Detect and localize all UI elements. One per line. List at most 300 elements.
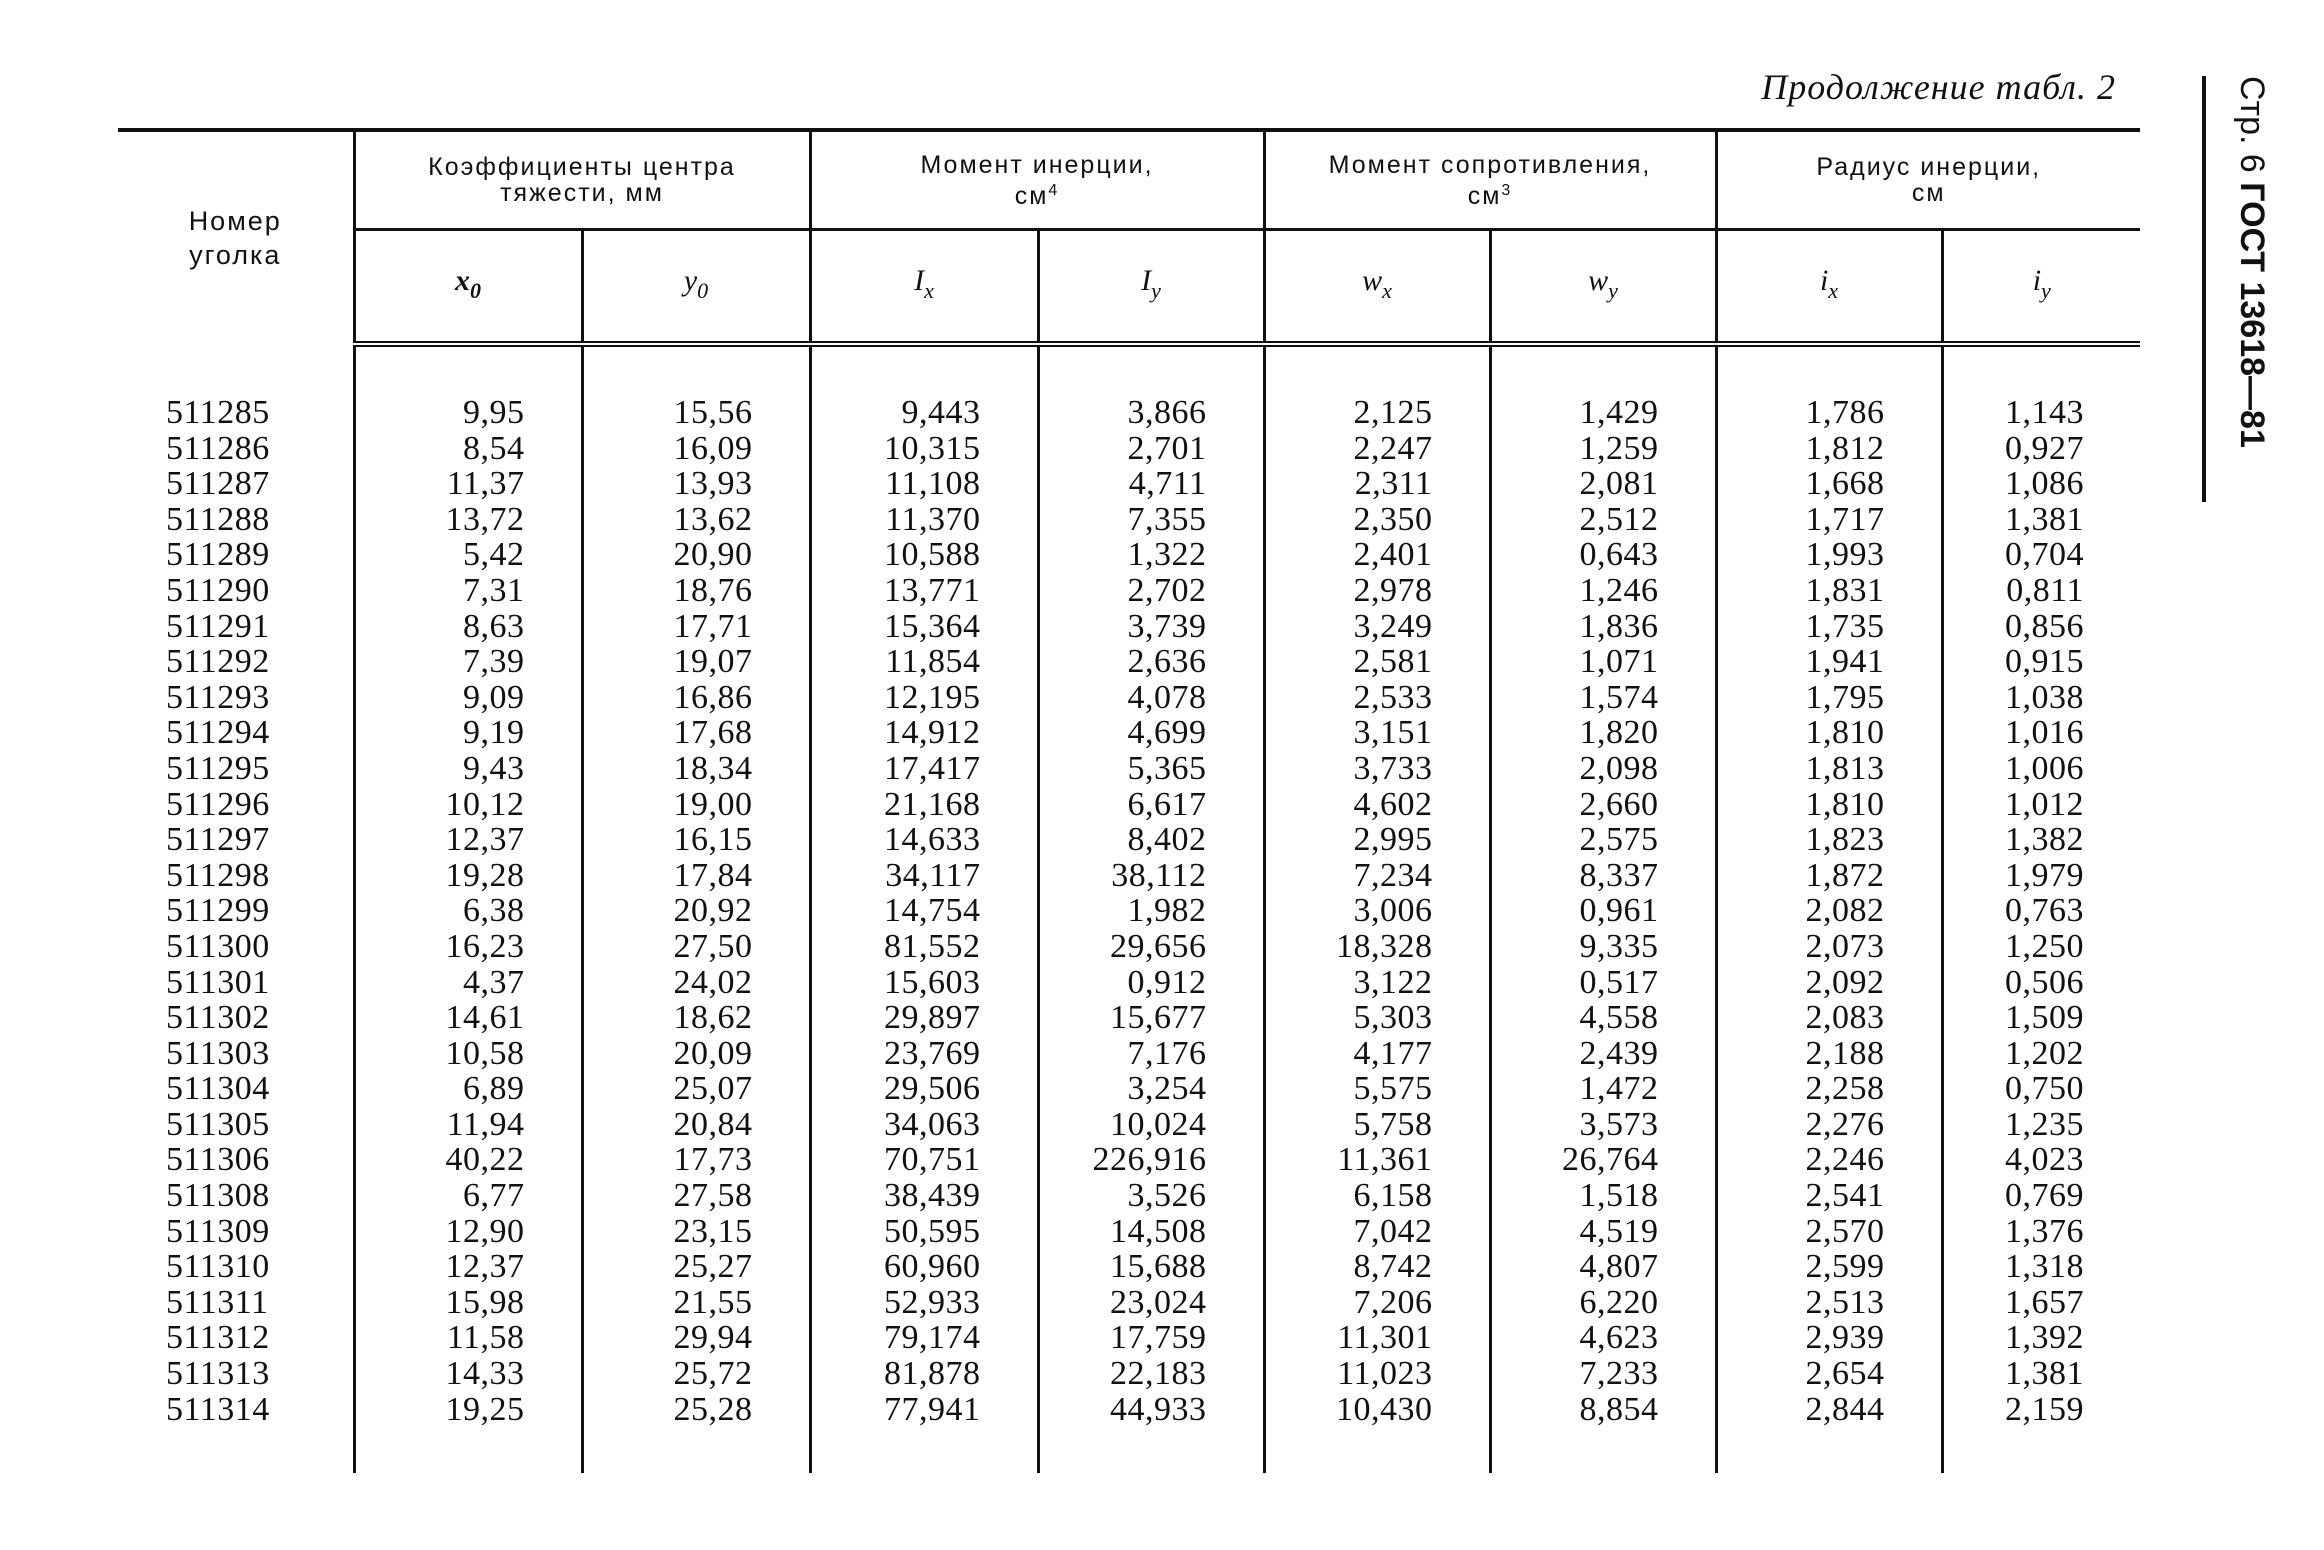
cell-wy: 1,518: [1490, 1178, 1716, 1214]
cell-ix-radius: 2,513: [1716, 1285, 1942, 1321]
cell-angle-number: 511304: [166, 1070, 270, 1108]
table-row: [118, 1249, 2140, 1285]
table-tail-row: [118, 1427, 2140, 1473]
cell-iy-radius: 1,509: [1942, 1000, 2140, 1036]
cell-ix-radius: 2,599: [1716, 1249, 1942, 1285]
cell-wy: 1,071: [1490, 644, 1716, 680]
table-row: [118, 893, 2140, 929]
cell-iy-inertia: 2,702: [1038, 573, 1264, 609]
cell-y0: 16,86: [582, 680, 810, 716]
cell-angle-number: 511305: [166, 1105, 270, 1143]
cell-y0: 18,76: [582, 573, 810, 609]
cell-angle-number: 511301: [166, 963, 270, 1001]
cell-iy-inertia: 2,701: [1038, 431, 1264, 467]
cell-ix-inertia: 21,168: [810, 787, 1038, 823]
cell-wy: 9,335: [1490, 929, 1716, 965]
cell-y0: 20,09: [582, 1036, 810, 1072]
cell-wx: 3,122: [1264, 965, 1490, 1001]
cell-y0: 15,56: [582, 395, 810, 431]
subheader-wy: $w_y$: [1490, 230, 1716, 345]
cell-ix-radius: 1,668: [1716, 466, 1942, 502]
cell-wx: 4,602: [1264, 787, 1490, 823]
cell-y0: 27,50: [582, 929, 810, 965]
cell-x0: 15,98: [354, 1285, 582, 1321]
cell-wx: 7,206: [1264, 1285, 1490, 1321]
cell-iy-radius: 1,657: [1942, 1285, 2140, 1321]
cell-ix-inertia: 13,771: [810, 573, 1038, 609]
page-number-label: Стр. 6: [2233, 76, 2271, 173]
table-row: [118, 965, 2140, 1001]
cell-wx: 5,575: [1264, 1071, 1490, 1107]
cell-ix-radius: 2,654: [1716, 1356, 1942, 1392]
cell-ix-inertia: 11,370: [810, 502, 1038, 538]
cell-iy-radius: 0,704: [1942, 537, 2140, 573]
cell-ix-radius: 2,092: [1716, 965, 1942, 1001]
cell-x0: 7,31: [354, 573, 582, 609]
cell-x0: 8,54: [354, 431, 582, 467]
tail-cell: [118, 1427, 354, 1473]
cell-ix-inertia: 70,751: [810, 1142, 1038, 1178]
cell-ix-inertia: 77,941: [810, 1392, 1038, 1428]
tail-cell: [354, 1427, 582, 1473]
cell-iy-radius: 1,376: [1942, 1214, 2140, 1250]
cell-wx: 3,006: [1264, 893, 1490, 929]
cell-ix-inertia: 79,174: [810, 1320, 1038, 1356]
cell-wy: 0,961: [1490, 893, 1716, 929]
cell-angle-number: 511300: [166, 927, 270, 965]
cell-angle-number: 511303: [166, 1034, 270, 1072]
table-row: [118, 929, 2140, 965]
header-group-centroid: Коэффициенты центра тяжести, мм: [354, 130, 810, 230]
cell-y0: 29,94: [582, 1320, 810, 1356]
table-row: [118, 715, 2140, 751]
cell-iy-inertia: 22,183: [1038, 1356, 1264, 1392]
cell-wx: 5,758: [1264, 1107, 1490, 1143]
cell-wx: 4,177: [1264, 1036, 1490, 1072]
cell-ix-radius: 1,813: [1716, 751, 1942, 787]
table-row: [118, 680, 2140, 716]
spacer-cell: [1942, 344, 2140, 395]
table-row: [118, 609, 2140, 645]
table-row: [118, 644, 2140, 680]
cell-ix-inertia: 15,364: [810, 609, 1038, 645]
cell-angle-number: 511311: [166, 1283, 269, 1321]
cell-wx: 2,533: [1264, 680, 1490, 716]
cell-angle-number: 511313: [166, 1355, 270, 1393]
cell-wx: 11,361: [1264, 1142, 1490, 1178]
cell-x0: 40,22: [354, 1142, 582, 1178]
table-row: [118, 1214, 2140, 1250]
cell-iy-inertia: 3,526: [1038, 1178, 1264, 1214]
cell-wx: 3,151: [1264, 715, 1490, 751]
cell-wx: 6,158: [1264, 1178, 1490, 1214]
cell-ix-radius: 1,812: [1716, 431, 1942, 467]
standard-number-label: ГОСТ 13618—81: [2233, 182, 2271, 448]
cell-ix-inertia: 81,878: [810, 1356, 1038, 1392]
cell-y0: 23,15: [582, 1214, 810, 1250]
cell-ix-inertia: 81,552: [810, 929, 1038, 965]
cell-ix-inertia: 38,439: [810, 1178, 1038, 1214]
cell-ix-inertia: 15,603: [810, 965, 1038, 1001]
cell-x0: 8,63: [354, 609, 582, 645]
cell-angle-number: 511291: [166, 607, 270, 645]
cell-wy: 1,472: [1490, 1071, 1716, 1107]
cell-ix-radius: 1,717: [1716, 502, 1942, 538]
spacer-cell: [810, 344, 1038, 395]
cell-iy-radius: 1,979: [1942, 858, 2140, 894]
cell-y0: 20,84: [582, 1107, 810, 1143]
cell-wx: 7,234: [1264, 858, 1490, 894]
cell-ix-radius: 1,831: [1716, 573, 1942, 609]
cell-x0: 6,38: [354, 893, 582, 929]
cell-x0: 14,61: [354, 1000, 582, 1036]
cell-wx: 2,401: [1264, 537, 1490, 573]
cell-y0: 18,34: [582, 751, 810, 787]
cell-ix-inertia: 11,854: [810, 644, 1038, 680]
cell-y0: 27,58: [582, 1178, 810, 1214]
cell-iy-radius: 2,159: [1942, 1392, 2140, 1428]
table-row: [118, 1356, 2140, 1392]
cell-wx: 2,995: [1264, 822, 1490, 858]
cell-iy-inertia: 0,912: [1038, 965, 1264, 1001]
cell-iy-inertia: 15,677: [1038, 1000, 1264, 1036]
cell-ix-radius: 1,993: [1716, 537, 1942, 573]
cell-y0: 25,27: [582, 1249, 810, 1285]
cell-x0: 19,25: [354, 1392, 582, 1428]
cell-angle-number: 511314: [166, 1390, 270, 1428]
cell-y0: 17,73: [582, 1142, 810, 1178]
cell-iy-inertia: 8,402: [1038, 822, 1264, 858]
cell-ix-radius: 1,735: [1716, 609, 1942, 645]
cell-wy: 1,820: [1490, 715, 1716, 751]
cell-iy-inertia: 2,636: [1038, 644, 1264, 680]
cell-x0: 6,89: [354, 1071, 582, 1107]
cell-ix-radius: 2,258: [1716, 1071, 1942, 1107]
cell-ix-radius: 1,941: [1716, 644, 1942, 680]
cell-x0: 16,23: [354, 929, 582, 965]
cell-wx: 2,311: [1264, 466, 1490, 502]
cell-angle-number: 511287: [166, 465, 270, 503]
properties-table-wrapper: [118, 128, 2140, 1473]
cell-y0: 25,28: [582, 1392, 810, 1428]
cell-ix-inertia: 10,588: [810, 537, 1038, 573]
cell-x0: 12,37: [354, 822, 582, 858]
tail-cell: [582, 1427, 810, 1473]
cell-y0: 18,62: [582, 1000, 810, 1036]
cell-iy-radius: 4,023: [1942, 1142, 2140, 1178]
subheader-y0: $y_0$: [582, 230, 810, 345]
cell-angle-number: 511312: [166, 1319, 270, 1357]
spacer-cell: [354, 344, 582, 395]
table-row: [118, 1000, 2140, 1036]
cell-wy: 4,519: [1490, 1214, 1716, 1250]
spacer-cell: [118, 344, 354, 395]
cell-wy: 1,429: [1490, 395, 1716, 431]
table-row: [118, 787, 2140, 823]
cell-iy-inertia: 29,656: [1038, 929, 1264, 965]
cell-y0: 16,09: [582, 431, 810, 467]
cell-ix-radius: 1,823: [1716, 822, 1942, 858]
cell-wx: 18,328: [1264, 929, 1490, 965]
cell-wy: 1,259: [1490, 431, 1716, 467]
cell-ix-radius: 2,939: [1716, 1320, 1942, 1356]
cell-iy-radius: 1,381: [1942, 502, 2140, 538]
subheader-ix-radius: $i_x$: [1716, 230, 1942, 345]
cell-wx: 7,042: [1264, 1214, 1490, 1250]
table-row: [118, 1392, 2140, 1428]
cell-iy-inertia: 14,508: [1038, 1214, 1264, 1250]
cell-y0: 21,55: [582, 1285, 810, 1321]
cell-iy-radius: 1,006: [1942, 751, 2140, 787]
cell-ix-inertia: 29,506: [810, 1071, 1038, 1107]
table-row: [118, 751, 2140, 787]
cell-iy-inertia: 4,711: [1038, 466, 1264, 502]
cell-ix-radius: 2,073: [1716, 929, 1942, 965]
cell-y0: 16,15: [582, 822, 810, 858]
cell-ix-inertia: 11,108: [810, 466, 1038, 502]
cell-ix-inertia: 50,595: [810, 1214, 1038, 1250]
cell-angle-number: 511295: [166, 749, 270, 787]
cell-iy-inertia: 3,254: [1038, 1071, 1264, 1107]
table-row: [118, 822, 2140, 858]
subheader-iy-radius: $i_y$: [1942, 230, 2140, 345]
table-row: [118, 1285, 2140, 1321]
cell-angle-number: 511302: [166, 999, 270, 1037]
cell-iy-inertia: 1,322: [1038, 537, 1264, 573]
cell-x0: 10,12: [354, 787, 582, 823]
cell-wx: 2,581: [1264, 644, 1490, 680]
subheader-wx: $w_x$: [1264, 230, 1490, 345]
cell-x0: 9,09: [354, 680, 582, 716]
cell-y0: 17,71: [582, 609, 810, 645]
cell-wy: 1,574: [1490, 680, 1716, 716]
cell-ix-radius: 2,570: [1716, 1214, 1942, 1250]
cell-wy: 2,575: [1490, 822, 1716, 858]
spacer-cell: [582, 344, 810, 395]
table-row: [118, 858, 2140, 894]
properties-table: [118, 128, 2140, 1473]
cell-x0: 4,37: [354, 965, 582, 1001]
cell-wy: 0,517: [1490, 965, 1716, 1001]
cell-iy-inertia: 1,982: [1038, 893, 1264, 929]
cell-angle-number: 511285: [166, 394, 270, 431]
cell-angle-number: 511306: [166, 1141, 270, 1179]
header-group-radius-gyration: Радиус инерции, см: [1716, 130, 2140, 230]
table-row: [118, 573, 2140, 609]
table-body: [118, 344, 2140, 1473]
cell-wx: 5,303: [1264, 1000, 1490, 1036]
cell-ix-radius: 1,810: [1716, 787, 1942, 823]
spacer-cell: [1490, 344, 1716, 395]
table-row: [118, 1178, 2140, 1214]
spacer-cell: [1716, 344, 1942, 395]
table-spacer-row: [118, 344, 2140, 395]
cell-wy: 8,854: [1490, 1392, 1716, 1428]
cell-iy-radius: 1,143: [1942, 395, 2140, 431]
cell-ix-radius: 1,872: [1716, 858, 1942, 894]
cell-ix-radius: 2,541: [1716, 1178, 1942, 1214]
cell-y0: 20,90: [582, 537, 810, 573]
cell-iy-inertia: 226,916: [1038, 1142, 1264, 1178]
cell-angle-number: 511299: [166, 892, 270, 930]
cell-wx: 2,125: [1264, 395, 1490, 431]
cell-iy-radius: 1,235: [1942, 1107, 2140, 1143]
cell-x0: 11,94: [354, 1107, 582, 1143]
cell-angle-number: 511286: [166, 429, 270, 467]
table-row: [118, 431, 2140, 467]
cell-wx: 11,301: [1264, 1320, 1490, 1356]
subheader-x0: $x_0$: [354, 230, 582, 345]
tail-cell: [810, 1427, 1038, 1473]
cell-ix-inertia: 9,443: [810, 395, 1038, 431]
subheader-iy-inertia: $I_y$: [1038, 230, 1264, 345]
cell-ix-radius: 1,786: [1716, 395, 1942, 431]
page-side-label: [2232, 76, 2272, 476]
cell-wy: 2,439: [1490, 1036, 1716, 1072]
tail-cell: [1942, 1427, 2140, 1473]
cell-iy-radius: 1,381: [1942, 1356, 2140, 1392]
cell-ix-radius: 2,188: [1716, 1036, 1942, 1072]
cell-iy-radius: 0,811: [1942, 573, 2140, 609]
cell-iy-radius: 0,750: [1942, 1071, 2140, 1107]
tail-cell: [1038, 1427, 1264, 1473]
cell-y0: 20,92: [582, 893, 810, 929]
spacer-cell: [1264, 344, 1490, 395]
table-row: [118, 1107, 2140, 1143]
cell-ix-radius: 1,810: [1716, 715, 1942, 751]
cell-angle-number: 511292: [166, 643, 270, 681]
cell-angle-number: 511309: [166, 1212, 270, 1250]
cell-x0: 6,77: [354, 1178, 582, 1214]
cell-wx: 3,733: [1264, 751, 1490, 787]
cell-x0: 14,33: [354, 1356, 582, 1392]
cell-wy: 1,246: [1490, 573, 1716, 609]
header-group-section-modulus: Момент сопротивления, $см^3$: [1264, 130, 1716, 230]
cell-wy: 4,558: [1490, 1000, 1716, 1036]
cell-iy-radius: 1,382: [1942, 822, 2140, 858]
table-row: [118, 1320, 2140, 1356]
cell-x0: 10,58: [354, 1036, 582, 1072]
cell-iy-radius: 1,318: [1942, 1249, 2140, 1285]
cell-ix-radius: 2,083: [1716, 1000, 1942, 1036]
cell-y0: 17,68: [582, 715, 810, 751]
cell-y0: 17,84: [582, 858, 810, 894]
cell-angle-number: 511294: [166, 714, 270, 752]
table-row: [118, 502, 2140, 538]
cell-wy: 4,807: [1490, 1249, 1716, 1285]
table-row: [118, 1142, 2140, 1178]
cell-wy: 3,573: [1490, 1107, 1716, 1143]
cell-y0: 24,02: [582, 965, 810, 1001]
cell-angle-number: 511297: [166, 821, 270, 859]
cell-iy-radius: 0,915: [1942, 644, 2140, 680]
cell-angle-number: 511308: [166, 1177, 270, 1215]
cell-ix-radius: 2,276: [1716, 1107, 1942, 1143]
cell-iy-radius: 0,506: [1942, 965, 2140, 1001]
spacer-cell: [1038, 344, 1264, 395]
cell-angle-number: 511288: [166, 500, 270, 538]
cell-angle-number: 511298: [166, 856, 270, 894]
cell-wx: 3,249: [1264, 609, 1490, 645]
cell-x0: 7,39: [354, 644, 582, 680]
cell-wy: 2,098: [1490, 751, 1716, 787]
table-row: [118, 466, 2140, 502]
cell-wy: 2,081: [1490, 466, 1716, 502]
cell-iy-inertia: 4,699: [1038, 715, 1264, 751]
cell-x0: 9,43: [354, 751, 582, 787]
cell-angle-number: 511289: [166, 536, 270, 574]
cell-iy-radius: 1,038: [1942, 680, 2140, 716]
cell-ix-inertia: 10,315: [810, 431, 1038, 467]
cell-angle-number: 511290: [166, 571, 270, 609]
cell-wy: 6,220: [1490, 1285, 1716, 1321]
subheader-ix-inertia: $I_x$: [810, 230, 1038, 345]
cell-iy-inertia: 17,759: [1038, 1320, 1264, 1356]
cell-y0: 13,62: [582, 502, 810, 538]
cell-ix-inertia: 14,633: [810, 822, 1038, 858]
cell-iy-radius: 0,927: [1942, 431, 2140, 467]
cell-iy-radius: 0,856: [1942, 609, 2140, 645]
cell-ix-inertia: 14,754: [810, 893, 1038, 929]
cell-ix-inertia: 52,933: [810, 1285, 1038, 1321]
cell-iy-inertia: 7,176: [1038, 1036, 1264, 1072]
tail-cell: [1716, 1427, 1942, 1473]
cell-ix-radius: 2,246: [1716, 1142, 1942, 1178]
cell-iy-radius: 1,392: [1942, 1320, 2140, 1356]
tail-cell: [1490, 1427, 1716, 1473]
tail-cell: [1264, 1427, 1490, 1473]
cell-x0: 12,37: [354, 1249, 582, 1285]
cell-x0: 5,42: [354, 537, 582, 573]
cell-iy-inertia: 15,688: [1038, 1249, 1264, 1285]
cell-ix-radius: 1,795: [1716, 680, 1942, 716]
table-row: [118, 537, 2140, 573]
table-row: [118, 1036, 2140, 1072]
table-row: [118, 395, 2140, 431]
cell-iy-inertia: 3,866: [1038, 395, 1264, 431]
cell-wx: 10,430: [1264, 1392, 1490, 1428]
cell-iy-radius: 1,016: [1942, 715, 2140, 751]
cell-wy: 4,623: [1490, 1320, 1716, 1356]
cell-angle-number: 511310: [166, 1248, 270, 1286]
cell-ix-inertia: 29,897: [810, 1000, 1038, 1036]
cell-wy: 2,512: [1490, 502, 1716, 538]
cell-iy-radius: 1,012: [1942, 787, 2140, 823]
cell-ix-inertia: 12,195: [810, 680, 1038, 716]
cell-y0: 25,72: [582, 1356, 810, 1392]
header-angle-number: Номер уголка: [118, 130, 354, 344]
cell-x0: 9,95: [354, 395, 582, 431]
cell-wy: 26,764: [1490, 1142, 1716, 1178]
cell-y0: 13,93: [582, 466, 810, 502]
cell-iy-inertia: 38,112: [1038, 858, 1264, 894]
cell-y0: 19,00: [582, 787, 810, 823]
cell-iy-inertia: 44,933: [1038, 1392, 1264, 1428]
cell-iy-radius: 0,769: [1942, 1178, 2140, 1214]
cell-x0: 11,58: [354, 1320, 582, 1356]
cell-x0: 11,37: [354, 466, 582, 502]
cell-ix-radius: 2,082: [1716, 893, 1942, 929]
cell-iy-inertia: 6,617: [1038, 787, 1264, 823]
cell-iy-inertia: 4,078: [1038, 680, 1264, 716]
cell-y0: 25,07: [582, 1071, 810, 1107]
cell-ix-inertia: 14,912: [810, 715, 1038, 751]
cell-iy-inertia: 7,355: [1038, 502, 1264, 538]
table-row: [118, 1071, 2140, 1107]
cell-iy-inertia: 23,024: [1038, 1285, 1264, 1321]
continuation-caption: Продолжение табл. 2: [1761, 67, 2116, 107]
cell-x0: 12,90: [354, 1214, 582, 1250]
